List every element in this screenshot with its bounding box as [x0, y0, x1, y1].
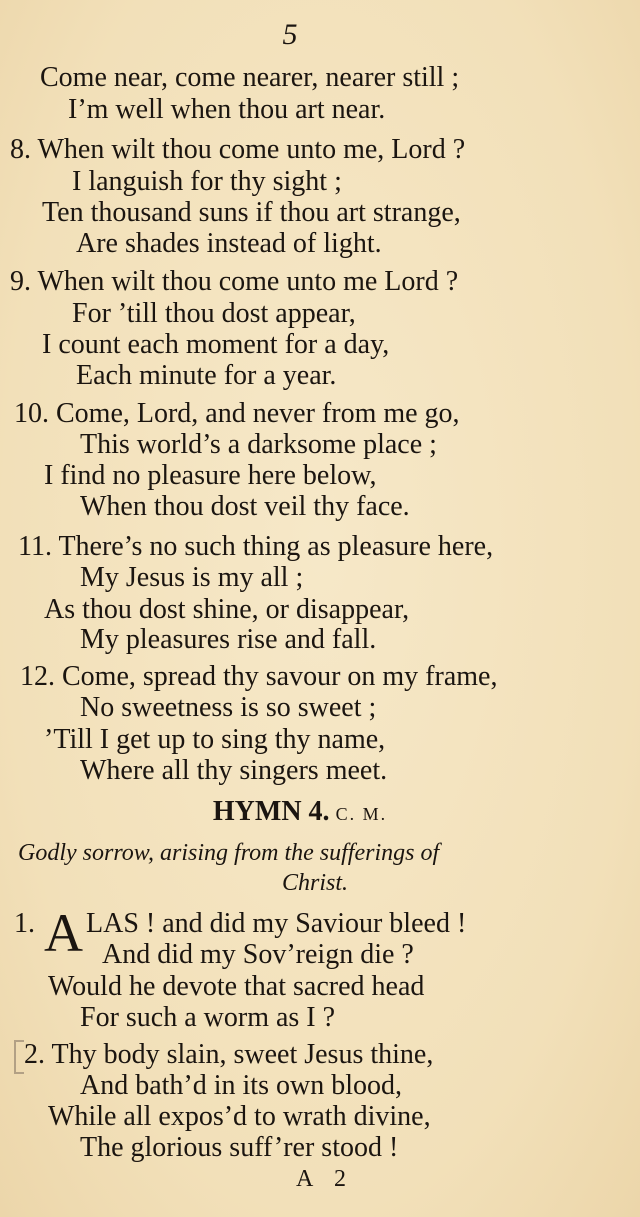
verse-line: 8. When wilt thou come unto me, Lord ?	[10, 134, 466, 165]
hymn-meter: C. M.	[335, 804, 388, 824]
verse-line: 2. Thy body slain, sweet Jesus thine,	[24, 1039, 434, 1070]
signature-mark: A 2	[295, 1166, 354, 1192]
verse-line: 12. Come, spread thy savour on my frame,	[20, 661, 498, 692]
verse-line: Would he devote that sacred head	[48, 971, 425, 1002]
verse-line: The glorious suff’rer stood !	[80, 1132, 399, 1163]
verse-line: No sweetness is so sweet ;	[80, 692, 377, 723]
verse-number: 1.	[14, 908, 35, 939]
verse-line: 11. There’s no such thing as pleasure here,	[18, 531, 494, 562]
verse-line: My Jesus is my all ;	[80, 562, 304, 593]
verse-line: LAS ! and did my Saviour bleed !	[86, 908, 467, 939]
verse-line: My pleasures rise and fall.	[80, 624, 377, 655]
hymn-subtitle: Christ.	[282, 870, 349, 896]
verse-line: And bath’d in its own blood,	[80, 1070, 402, 1101]
verse-line: When thou dost veil thy face.	[80, 491, 410, 522]
drop-cap: A	[44, 903, 83, 963]
hymn-title	[0, 796, 600, 828]
verse-line: For ’till thou dost appear,	[72, 298, 356, 329]
verse-line: As thou dost shine, or disappear,	[44, 594, 410, 625]
bracket-mark	[14, 1040, 24, 1074]
verse-line: 10. Come, Lord, and never from me go,	[14, 398, 460, 429]
verse-line: Come near, come nearer, nearer still ;	[40, 62, 460, 93]
verse-line: 9. When wilt thou come unto me Lord ?	[10, 266, 459, 297]
verse-line: I languish for thy sight ;	[72, 166, 342, 197]
verse-line: This world’s a darksome place ;	[80, 429, 437, 460]
page-number: 5	[282, 18, 298, 51]
verse-line: I’m well when thou art near.	[68, 94, 386, 125]
verse-line: For such a worm as I ?	[80, 1002, 336, 1033]
verse-line: While all expos’d to wrath divine,	[48, 1101, 431, 1132]
verse-line: And did my Sov’reign die ?	[102, 939, 414, 970]
verse-line: Each minute for a year.	[76, 360, 337, 391]
verse-line: ’Till I get up to sing thy name,	[44, 724, 386, 755]
verse-line: Are shades instead of light.	[76, 228, 382, 259]
verse-line: Ten thousand suns if thou art strange,	[42, 197, 461, 228]
verse-line: Where all thy singers meet.	[80, 755, 388, 786]
verse-line: I count each moment for a day,	[42, 329, 390, 360]
hymn-number: HYMN 4.	[212, 796, 330, 827]
verse-line: I find no pleasure here below,	[44, 460, 377, 491]
hymn-subtitle: Godly sorrow, arising from the sufferings of	[18, 840, 440, 866]
